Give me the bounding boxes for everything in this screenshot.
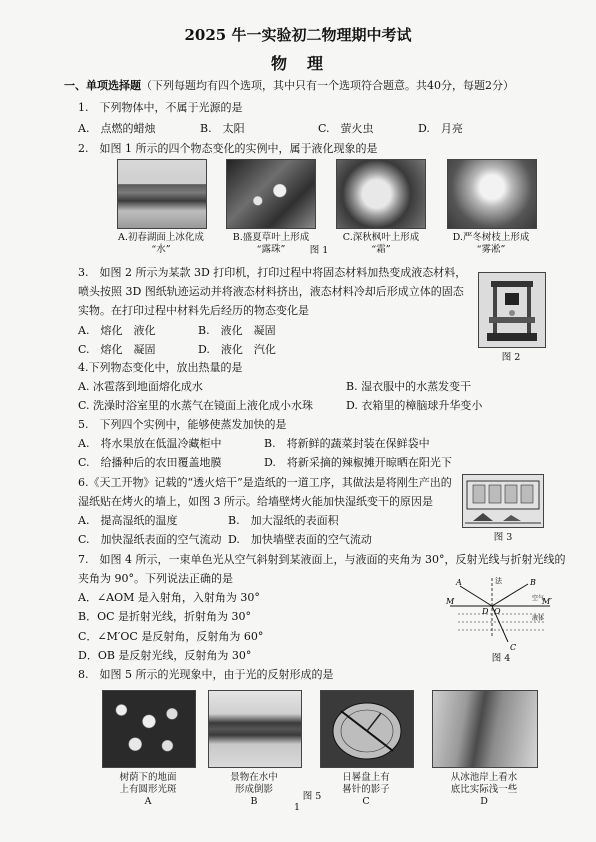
q5-option-d: D. 将新采摘的辣椒摊开晾晒在阳光下 bbox=[264, 456, 452, 469]
q2-caption-a bbox=[106, 232, 216, 256]
q7-option-c: C．∠M′OC 是反射角，反射角为 60° bbox=[78, 630, 264, 643]
q1-stem: 1. 下列物体中，不属于光源的是 bbox=[78, 101, 243, 114]
q3-option-d: D. 液化 汽化 bbox=[198, 343, 276, 356]
q8-option-a: A bbox=[144, 796, 152, 807]
q3-line2: 喷头按照 3D 图纸轨迹运动并将液态材料挤出，液态材料冷却后形成立体的固态 bbox=[78, 285, 464, 298]
q2-caption-a-line2: “水” bbox=[151, 244, 171, 255]
q7-option-a: A．∠AOM 是入射角，入射角为 30° bbox=[78, 591, 260, 604]
q2-stem: 2. 如图 1 所示的四个物态变化的实例中，属于液化现象的是 bbox=[78, 142, 378, 155]
q8-stem: 8. 如图 5 所示的光现象中，由于光的反射形成的是 bbox=[78, 668, 334, 681]
q1-option-d: D. 月亮 bbox=[418, 122, 463, 135]
illustration-paper-drying bbox=[462, 474, 544, 528]
q6-option-a: A. 提高湿纸的温度 bbox=[78, 514, 178, 527]
q5-stem: 5. 下列四个实例中，能够使蒸发加快的是 bbox=[78, 418, 287, 431]
q3-option-a: A. 熔化 液化 bbox=[78, 324, 156, 337]
q2-caption-b-line2: “露珠” bbox=[256, 244, 286, 255]
section-heading bbox=[64, 79, 514, 93]
q7-option-b: B．OC 是折射光线，折射角为 30° bbox=[78, 610, 252, 623]
label-O: O bbox=[494, 607, 501, 616]
q8-caption-c-line1: 日晷盘上有 bbox=[342, 772, 390, 783]
q8-option-b: B bbox=[250, 796, 258, 807]
q6-line2: 湿纸贴在烤火的墙上，如图 3 所示。给墙壁烤火能加快湿纸变干的原因是 bbox=[78, 495, 433, 508]
photo-pool-looks-shallower bbox=[432, 690, 538, 768]
q8-caption-b-line2: 形成倒影 bbox=[234, 784, 273, 795]
section-label: 一、单项选择题 bbox=[64, 79, 141, 92]
figure-4-diagram bbox=[446, 574, 554, 654]
photo-dew-on-grass bbox=[226, 159, 316, 229]
q8-caption-c bbox=[314, 772, 418, 808]
q4-option-b: B. 湿衣服中的水蒸发变干 bbox=[346, 380, 472, 393]
q8-option-d: D bbox=[480, 796, 488, 807]
ray-OB bbox=[492, 584, 528, 606]
q3-line1: 3. 如图 2 所示为某款 3D 打印机，打印过程中将固态材料加热变成液态材料， bbox=[78, 266, 467, 279]
q5-option-a: A. 将水果放在低温冷藏柜中 bbox=[78, 437, 222, 450]
q2-caption-c-line2: “霜” bbox=[371, 244, 391, 255]
label-liquid: 液体 bbox=[532, 615, 545, 622]
label-D: D bbox=[482, 607, 489, 616]
photo-3d-printer bbox=[478, 272, 546, 348]
label-B: B bbox=[530, 578, 536, 587]
q8-caption-a-line2: 上有圆形光斑 bbox=[119, 784, 177, 795]
figure-5-label: 图 5 bbox=[302, 791, 322, 802]
photo-sundial-shadow bbox=[320, 690, 414, 768]
label-M-prime: M′ bbox=[542, 597, 553, 606]
q2-caption-d-line1: D.严冬树枝上形成 bbox=[452, 232, 530, 243]
label-air: 空气 bbox=[532, 595, 545, 602]
label-A: A bbox=[456, 578, 462, 587]
q8-caption-a bbox=[96, 772, 200, 808]
q3-line3: 实物。在打印过程中材料先后经历的物态变化是 bbox=[78, 304, 309, 317]
q4-option-a: A. 冰雹落到地面熔化成水 bbox=[78, 380, 203, 393]
paper-drying-drawing bbox=[463, 475, 543, 527]
subject-title: 物 理 bbox=[270, 54, 325, 73]
q3-option-b: B. 液化 凝固 bbox=[198, 324, 276, 337]
q5-option-b: B. 将新鲜的蔬菜封装在保鲜袋中 bbox=[264, 437, 430, 450]
q6-option-c: C. 加快湿纸表面的空气流动 bbox=[78, 533, 222, 546]
figure-2-label: 图 2 bbox=[501, 352, 521, 363]
q2-caption-b-line1: B.盛夏草叶上形成 bbox=[232, 232, 310, 243]
sundial-drawing bbox=[321, 691, 413, 767]
photo-frost-on-leaf bbox=[336, 159, 426, 229]
ray-AO bbox=[460, 586, 492, 606]
q6-option-d: D. 加快墙壁表面的空气流动 bbox=[228, 533, 372, 546]
q8-caption-d-line2: 底比实际浅一些 bbox=[450, 784, 518, 795]
q8-option-c: C bbox=[362, 796, 370, 807]
q2-caption-d bbox=[436, 232, 546, 256]
q2-caption-c bbox=[326, 232, 436, 256]
q4-option-d: D. 衣箱里的樟脑球升华变小 bbox=[346, 399, 483, 412]
figure-3-label: 图 3 bbox=[493, 532, 513, 543]
q4-option-c: C. 洗澡时浴室里的水蒸气在镜面上液化成小水珠 bbox=[78, 399, 314, 412]
q2-caption-d-line2: “雾凇” bbox=[476, 244, 506, 255]
photo-ice-melting bbox=[117, 159, 207, 229]
q8-caption-d bbox=[432, 772, 536, 808]
page-number: 1 bbox=[293, 802, 301, 813]
photo-reflection-in-water bbox=[208, 690, 302, 768]
q6-line1: 6.《天工开物》记载的“透火焙干”是造纸的一道工序，其做法是将刚生产出的 bbox=[78, 476, 452, 489]
q6-option-b: B. 加大湿纸的表面积 bbox=[228, 514, 339, 527]
3d-printer-drawing bbox=[479, 273, 545, 347]
photo-light-spots-under-trees bbox=[102, 690, 196, 768]
q8-caption-b-line1: 景物在水中 bbox=[230, 772, 278, 783]
exam-title: 2025 牛一实验初二物理期中考试 bbox=[184, 26, 412, 44]
section-note: （下列每题均有四个选项，其中只有一个选项符合题意。共40分，每题2分） bbox=[141, 79, 514, 92]
q7-line2: 夹角为 90°。下列说法正确的是 bbox=[78, 572, 233, 585]
q1-option-c: C. 萤火虫 bbox=[318, 122, 374, 135]
q5-option-c: C. 给播种后的农田覆盖地膜 bbox=[78, 456, 222, 469]
q2-caption-a-line1: A.初春湖面上冰化成 bbox=[118, 232, 204, 243]
q8-caption-d-line1: 从冰池岸上看水 bbox=[450, 772, 518, 783]
figure-1-label: 图 1 bbox=[309, 245, 329, 256]
label-normal: 法 bbox=[495, 577, 502, 585]
label-C: C bbox=[510, 643, 517, 652]
q2-caption-c-line1: C.深秋枫叶上形成 bbox=[342, 232, 420, 243]
q8-caption-a-line1: 树荫下的地面 bbox=[119, 772, 177, 783]
label-M: M bbox=[446, 597, 455, 606]
q1-option-b: B. 太阳 bbox=[200, 122, 245, 135]
q7-option-d: D．OB 是反射光线，反射角为 30° bbox=[78, 649, 252, 662]
figure-4-label: 图 4 bbox=[491, 653, 511, 664]
q4-stem: 4.下列物态变化中，放出热量的是 bbox=[78, 361, 243, 374]
photo-rime-on-branch bbox=[447, 159, 537, 229]
q1-option-a: A. 点燃的蜡烛 bbox=[78, 122, 156, 135]
q3-option-c: C. 熔化 凝固 bbox=[78, 343, 156, 356]
q8-caption-c-line2: 晷针的影子 bbox=[342, 784, 390, 795]
q7-line1: 7. 如图 4 所示，一束单色光从空气斜射到某液面上，与液面的夹角为 30°，反射光线与折射光线的 bbox=[78, 553, 566, 566]
